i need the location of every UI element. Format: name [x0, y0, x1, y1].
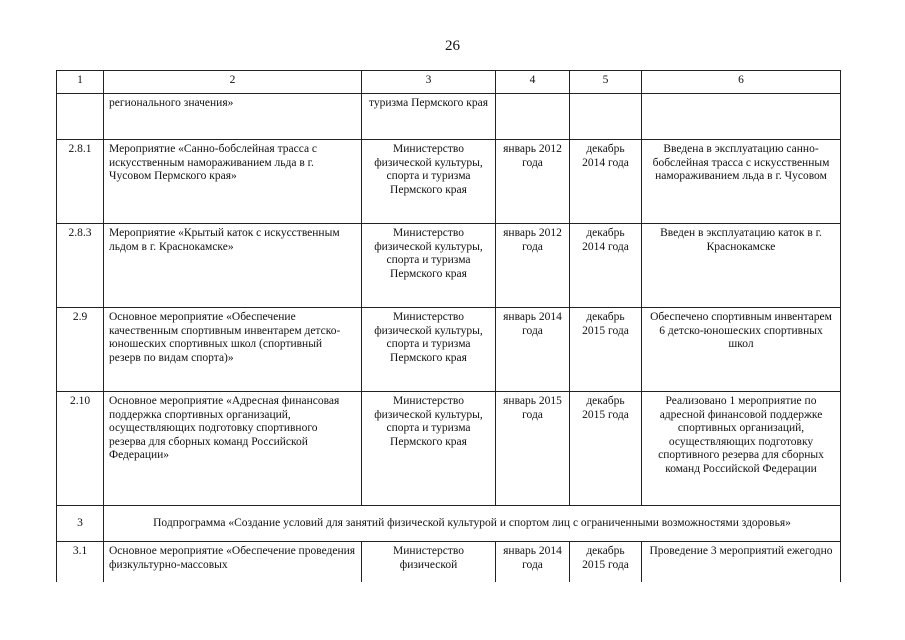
- end-date: декабрь 2015 года: [570, 392, 642, 506]
- executor: Министерство физической культуры, спорта и туризма Пермского края: [362, 392, 496, 506]
- activity-name: Основное мероприятие «Обеспечение проведения физкультурно-массовых: [104, 542, 362, 582]
- activity-name: регионального значения»: [104, 94, 362, 140]
- start-date: январь 2014 года: [496, 308, 570, 392]
- start-date: январь 2012 года: [496, 224, 570, 308]
- end-date: [570, 94, 642, 140]
- table-row: [57, 224, 841, 308]
- end-date: декабрь 2015 года: [570, 542, 642, 582]
- row-number: 2.9: [57, 308, 104, 392]
- start-date: январь 2015 года: [496, 392, 570, 506]
- header-cell: 2: [104, 71, 362, 94]
- activity-name: Мероприятие «Крытый каток с искусственным льдом в г. Краснокамске»: [104, 224, 362, 308]
- expected-result: Введена в эксплуатацию санно-бобслейная трасса с искусственным намораживанием льда в г. Чусовом: [642, 140, 841, 224]
- end-date: декабрь 2015 года: [570, 308, 642, 392]
- executor: Министерство физической культуры, спорта и туризма Пермского края: [362, 140, 496, 224]
- subprogram-title: Подпрограмма «Создание условий для занятий физической культурой и спортом лиц с ограниченными возможностями здоровья»: [104, 506, 841, 542]
- activity-name: Основное мероприятие «Обеспечение качественным спортивным инвентарем детско-юношеских спортивных школ (спортивный резерв по видам спорта)»: [104, 308, 362, 392]
- program-table: [56, 70, 841, 582]
- start-date: январь 2014 года: [496, 542, 570, 582]
- row-number: 2.10: [57, 392, 104, 506]
- table-row: [57, 94, 841, 140]
- end-date: декабрь 2014 года: [570, 224, 642, 308]
- row-number: 3.1: [57, 542, 104, 582]
- header-cell: 3: [362, 71, 496, 94]
- header-cell: 6: [642, 71, 841, 94]
- executor: Министерство физической: [362, 542, 496, 582]
- table-row: [57, 542, 841, 582]
- table-row: [57, 308, 841, 392]
- row-number: 3: [57, 506, 104, 542]
- header-cell: 4: [496, 71, 570, 94]
- end-date: декабрь 2014 года: [570, 140, 642, 224]
- header-cell: 5: [570, 71, 642, 94]
- executor: Министерство физической культуры, спорта и туризма Пермского края: [362, 308, 496, 392]
- activity-name: Основное мероприятие «Адресная финансовая поддержка спортивных организаций, осуществляющих подготовку спортивного резерва для сборных команд Российской Федерации»: [104, 392, 362, 506]
- header-row: [57, 71, 841, 94]
- page-number: 26: [445, 38, 460, 54]
- expected-result: [642, 94, 841, 140]
- row-number: [57, 94, 104, 140]
- subprogram-row: [57, 506, 841, 542]
- executor: Министерство физической культуры, спорта и туризма Пермского края: [362, 224, 496, 308]
- executor: туризма Пермского края: [362, 94, 496, 140]
- start-date: [496, 94, 570, 140]
- expected-result: Реализовано 1 мероприятие по адресной финансовой поддержке спортивных организаций, осуществляющих подготовку спортивного резерва для сборных команд Российской Федерации: [642, 392, 841, 506]
- start-date: январь 2012 года: [496, 140, 570, 224]
- row-number: 2.8.1: [57, 140, 104, 224]
- table-row: [57, 392, 841, 506]
- activity-name: Мероприятие «Санно-бобслейная трасса с искусственным намораживанием льда в г. Чусовом Пермского края»: [104, 140, 362, 224]
- expected-result: Введен в эксплуатацию каток в г. Краснокамске: [642, 224, 841, 308]
- expected-result: Проведение 3 мероприятий ежегодно: [642, 542, 841, 582]
- row-number: 2.8.3: [57, 224, 104, 308]
- header-cell: 1: [57, 71, 104, 94]
- expected-result: Обеспечено спортивным инвентарем 6 детско-юношеских спортивных школ: [642, 308, 841, 392]
- table-row: [57, 140, 841, 224]
